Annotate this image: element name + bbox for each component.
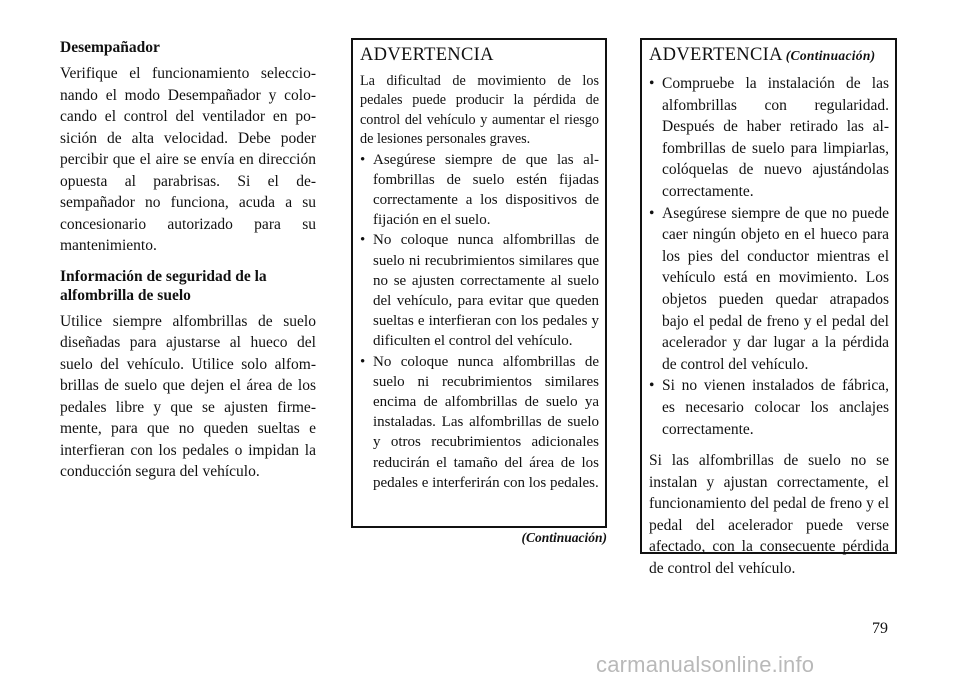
warning-bullet: • Asegúrese siempre de que no puede caer ningún objeto en el hueco para los pies del conductor mientras el vehículo está en movimiento. Los objetos pueden quedar atrapados bajo el pedal de freno y el pedal del acelerador y dar lugar a la pérdida de control del vehículo. bbox=[649, 204, 889, 373]
page-number: 79 bbox=[872, 620, 888, 637]
bullet-dot: • bbox=[360, 232, 366, 249]
section-heading-floor-mat: Información de seguridad de la alfombrilla de suelo bbox=[60, 267, 267, 304]
warning-box-2 bbox=[640, 38, 897, 578]
bullet-dot: • bbox=[649, 75, 655, 92]
warning-box-1 bbox=[351, 38, 607, 528]
bullet-dot: • bbox=[649, 204, 655, 222]
warning-title-continued: ADVERTENCIA (Continuación) bbox=[649, 45, 876, 65]
bullet-dot: • bbox=[649, 377, 655, 395]
defroster-paragraph: Verifique el funcionamiento seleccionando el modo Desempañador y colocando el control del ventilador en posición de alta velocidad. Debe poder percibir que el aire se envía en dirección opuesta al parabrisas. Si el desempañador no funciona, acuda a su concesionario autorizado para su mantenimiento. bbox=[60, 65, 316, 254]
warning-bullet: • No coloque nunca alfombrillas de suelo ni recubrimientos similares encima de alfombrillas de suelo ya instaladas. Las alfombrillas de suelo y otros recubrimientos adicionales reducirán el tamaño del área de los pedales e interferirán con los pedales. bbox=[360, 353, 599, 491]
warning-bullet: • Compruebe la instalación de las alfombrillas con regularidad. Después de haber retirado las alfombrillas de suelo para limpiarlas, colóquelas de nuevo ajustándolas correctamente. bbox=[649, 75, 889, 200]
warning-bullet: • Si no vienen instalados de fábrica, es necesario colocar los anclajes correctamente. bbox=[649, 377, 889, 438]
section-heading-defroster: Desempañador bbox=[60, 39, 160, 56]
warning-bullet: • Asegúrese siempre de que las alfombrillas de suelo estén fijadas correctamente a los dispositivos de fijación en el suelo. bbox=[360, 151, 599, 229]
continued-label: (Continuación) bbox=[785, 48, 876, 63]
warning-intro: La dificultad de movimiento de los pedales puede producir la pérdida de control del vehículo y aumentar el riesgo de lesiones personales graves. bbox=[360, 73, 599, 148]
warning-title: ADVERTENCIA bbox=[360, 45, 494, 65]
watermark: carmanualsonline.info bbox=[596, 652, 815, 677]
bullet-dot: • bbox=[360, 353, 366, 370]
floor-mat-paragraph: Utilice siempre alfombrillas de suelo diseñadas para ajustarse al hueco del suelo del vehículo. Utilice solo alfombrillas de suelo que dejen el área de los pedales libre y que se ajusten firmemente, para que no queden sueltas e interfieran con los pedales o impidan la conducción segura del vehículo. bbox=[60, 312, 316, 480]
warning-closing-paragraph: Si las alfombrillas de suelo no se instalan y ajustan correctamente, el funcionamiento del pedal de freno y el pedal del acelerador puede verse afectado, con la consecuente pérdida de control del vehículo. bbox=[649, 452, 889, 578]
bullet-dot: • bbox=[360, 151, 366, 168]
left-column bbox=[60, 38, 316, 493]
continued-note: (Continuación) bbox=[521, 530, 607, 545]
warning-bullet: • No coloque nunca alfombrillas de suelo ni recubrimientos similares que no se ajusten correctamente al suelo del vehículo, para evitar que queden sueltas e interfieran con los pedales y dificulten el control del vehículo. bbox=[360, 232, 599, 350]
